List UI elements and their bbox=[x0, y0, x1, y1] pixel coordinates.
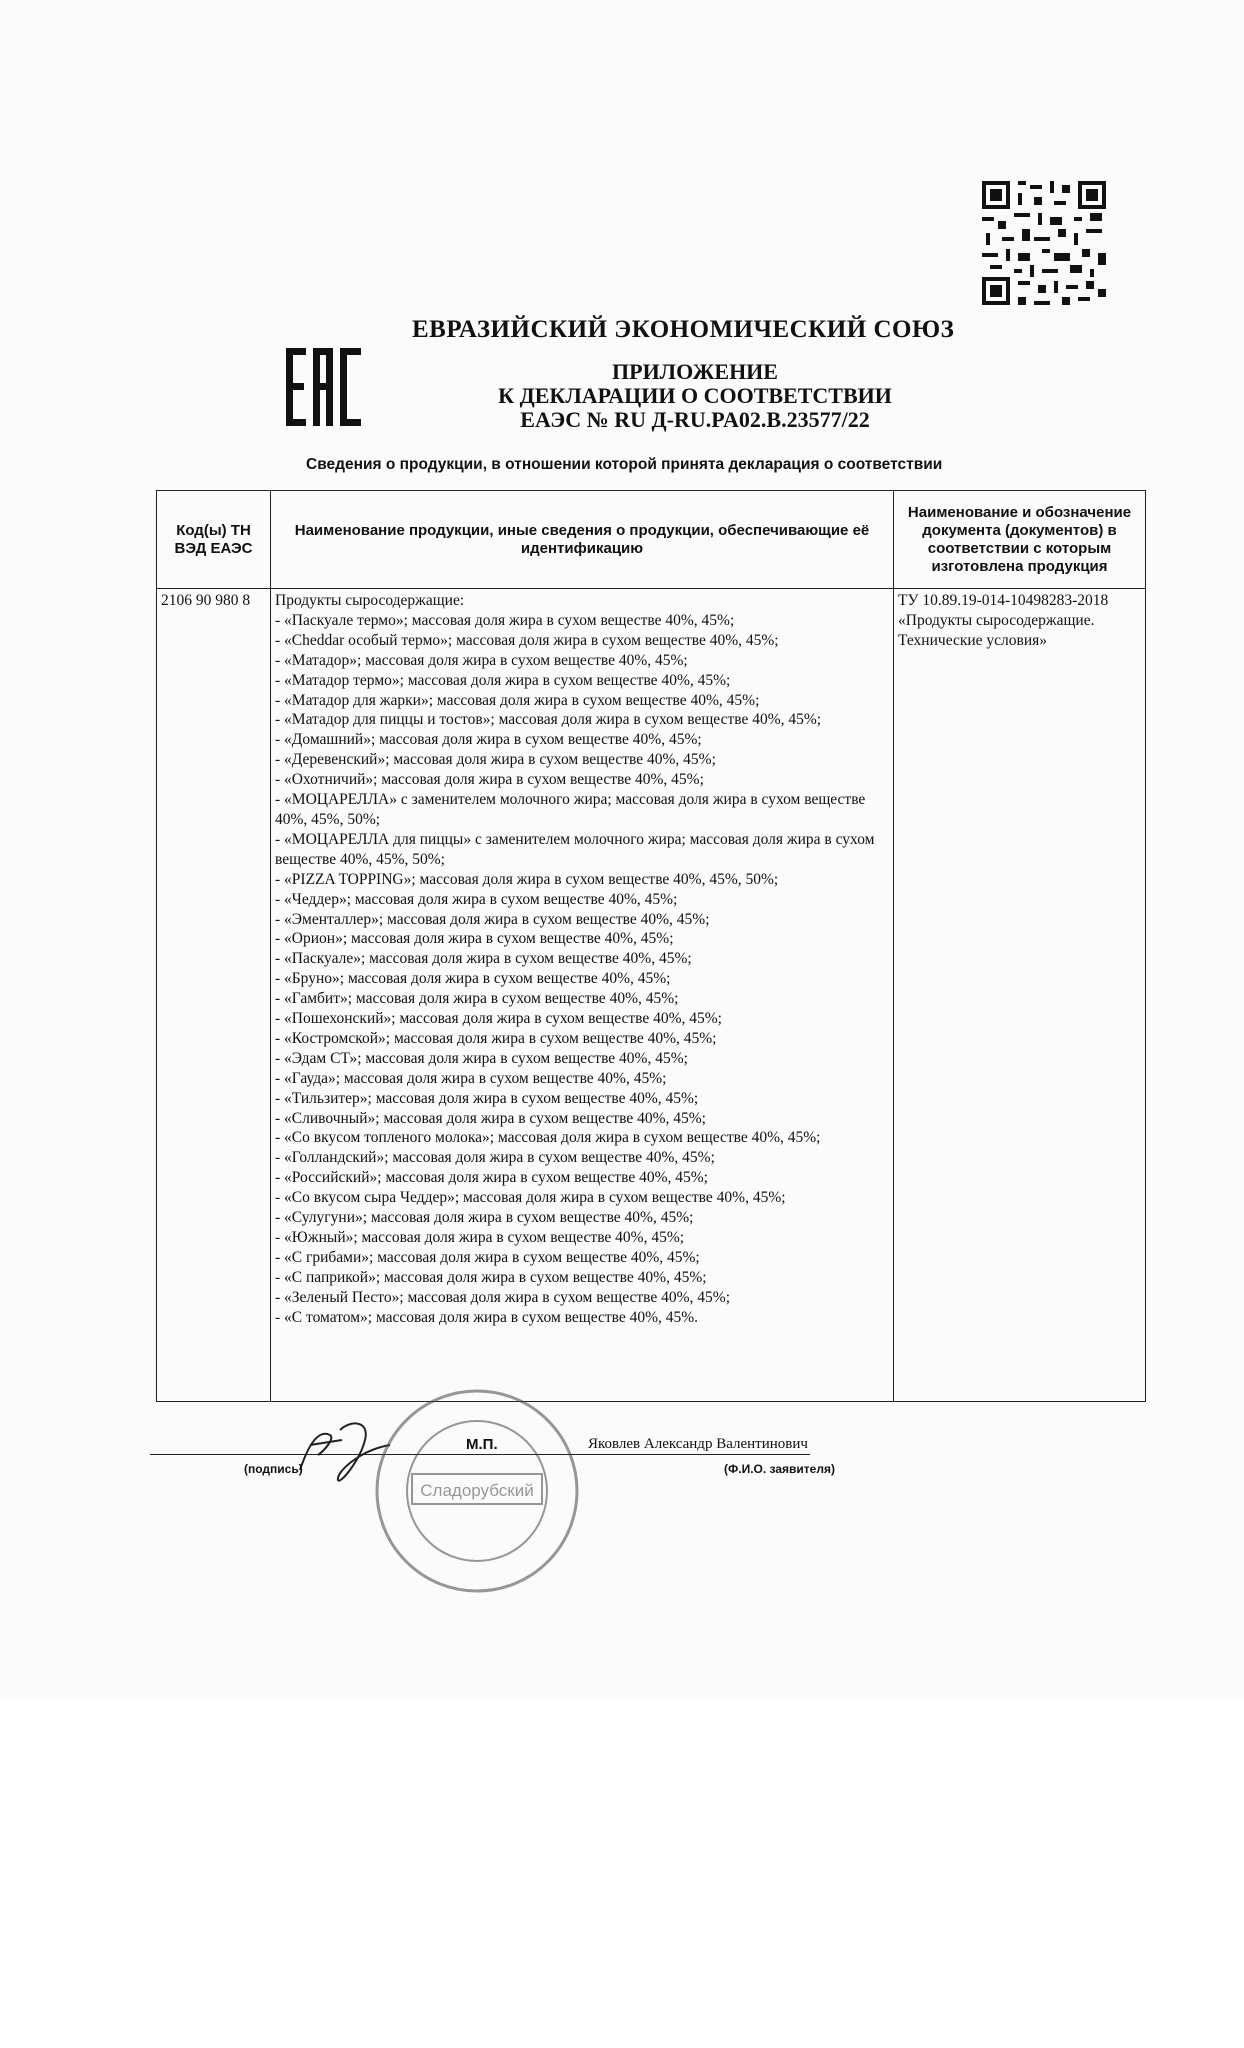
product-item: - «PIZZA TOPPING»; массовая доля жира в сухом веществе 40%, 45%, 50%; bbox=[275, 870, 779, 888]
stamp-center-text: Сладорубский bbox=[420, 1481, 534, 1500]
product-heading: Продукты сыросодержащие: bbox=[275, 592, 465, 609]
product-item: - «Сливочный»; массовая доля жира в сухом веществе 40%, 45%; bbox=[275, 1109, 706, 1127]
product-item: - «Гауда»; массовая доля жира в сухом веществе 40%, 45%; bbox=[275, 1069, 667, 1087]
product-item: - «Чеддер»; массовая доля жира в сухом веществе 40%, 45%; bbox=[275, 890, 678, 908]
product-item: - «Тильзитер»; массовая доля жира в сухом веществе 40%, 45%; bbox=[275, 1089, 699, 1107]
product-item: - «Паскуале»; массовая доля жира в сухом веществе 40%, 45%; bbox=[275, 950, 692, 968]
product-item: - «Эменталлер»; массовая доля жира в сухом веществе 40%, 45%; bbox=[275, 910, 710, 928]
product-item: - «Орион»; массовая доля жира в сухом веществе 40%, 45%; bbox=[275, 930, 674, 948]
product-table bbox=[156, 490, 1146, 1402]
product-item: - «Пошехонский»; массовая доля жира в сухом веществе 40%, 45%; bbox=[275, 1010, 722, 1028]
declaration-number: ЕАЭС № RU Д-RU.PA02.B.23577/22 bbox=[520, 407, 870, 432]
product-item: - «Деревенский»; массовая доля жира в сухом веществе 40%, 45%; bbox=[275, 751, 716, 769]
header-code: Код(ы) ТН ВЭД ЕАЭС bbox=[157, 491, 271, 589]
annex-title-line: К ДЕКЛАРАЦИИ О СООТВЕТСТВИИ bbox=[498, 383, 892, 408]
tn-ved-code: 2106 90 980 8 bbox=[157, 589, 271, 1402]
product-item: - «С томатом»; массовая доля жира в сухом веществе 40%, 45%. bbox=[275, 1308, 699, 1326]
header-document: Наименование и обозначение документа (документов) в соответствии с которым изготовлена продукция bbox=[894, 491, 1146, 589]
company-stamp bbox=[372, 1386, 582, 1596]
product-item: - «Костромской»; массовая доля жира в сухом веществе 40%, 45%; bbox=[275, 1029, 717, 1047]
seal-place-label: М.П. bbox=[466, 1436, 498, 1453]
table-row bbox=[157, 589, 1146, 1402]
product-item: - «Матадор термо»; массовая доля жира в сухом веществе 40%, 45%; bbox=[275, 671, 731, 689]
product-item: - «МОЦАРЕЛЛА для пиццы» с заменителем молочного жира; массовая доля жира в сухом веществе 40%, 45%, 50%; bbox=[275, 830, 875, 868]
product-item: - «С грибами»; массовая доля жира в сухом веществе 40%, 45%; bbox=[275, 1248, 700, 1266]
annex-title-line: ПРИЛОЖЕНИЕ bbox=[612, 359, 778, 384]
header-product: Наименование продукции, иные сведения о продукции, обеспечивающие её идентификацию bbox=[271, 491, 894, 589]
product-item: - «Голландский»; массовая доля жира в сухом веществе 40%, 45%; bbox=[275, 1149, 715, 1167]
applicant-label: (Ф.И.О. заявителя) bbox=[724, 1462, 835, 1476]
standard-document: ТУ 10.89.19-014-10498283-2018 «Продукты сыросодержащие. Технические условия» bbox=[894, 589, 1146, 1402]
product-item: - «Зеленый Песто»; массовая доля жира в сухом веществе 40%, 45%; bbox=[275, 1288, 731, 1306]
annex-title bbox=[470, 360, 920, 432]
table-header-row bbox=[157, 491, 1146, 589]
product-item: - «Матадор для пиццы и тостов»; массовая доля жира в сухом веществе 40%, 45%; bbox=[275, 711, 822, 729]
product-item: - «Со вкусом сыра Чеддер»; массовая доля жира в сухом веществе 40%, 45%; bbox=[275, 1189, 786, 1207]
qr-code-icon bbox=[978, 177, 1110, 309]
product-item: - «Матадор»; массовая доля жира в сухом веществе 40%, 45%; bbox=[275, 651, 688, 669]
union-title: ЕВРАЗИЙСКИЙ ЭКОНОМИЧЕСКИЙ СОЮЗ bbox=[412, 316, 955, 343]
product-items bbox=[275, 611, 889, 1328]
eac-logo bbox=[284, 344, 364, 430]
product-item: - «Гамбит»; массовая доля жира в сухом веществе 40%, 45%; bbox=[275, 990, 679, 1008]
product-item: - «Сулугуни»; массовая доля жира в сухом веществе 40%, 45%; bbox=[275, 1209, 694, 1227]
product-item: - «Домашний»; массовая доля жира в сухом веществе 40%, 45%; bbox=[275, 731, 702, 749]
product-item: - «Эдам СТ»; массовая доля жира в сухом веществе 40%, 45%; bbox=[275, 1049, 688, 1067]
blank-area bbox=[0, 1697, 1244, 2048]
product-list bbox=[271, 589, 894, 1402]
product-item: - «Бруно»; массовая доля жира в сухом веществе 40%, 45%; bbox=[275, 970, 671, 988]
signature-label: (подпись) bbox=[244, 1462, 303, 1476]
product-item: - «МОЦАРЕЛЛА» с заменителем молочного жира; массовая доля жира в сухом веществе 40%, 45%, 50%; bbox=[275, 791, 866, 828]
product-item: - «Паскуале термо»; массовая доля жира в сухом веществе 40%, 45%; bbox=[275, 611, 735, 629]
product-item: - «С паприкой»; массовая доля жира в сухом веществе 40%, 45%; bbox=[275, 1268, 707, 1286]
product-item: - «Охотничий»; массовая доля жира в сухом веществе 40%, 45%; bbox=[275, 771, 704, 789]
product-item: - «Российский»; массовая доля жира в сухом веществе 40%, 45%; bbox=[275, 1169, 708, 1187]
product-item: - «Матадор для жарки»; массовая доля жира в сухом веществе 40%, 45%; bbox=[275, 691, 760, 709]
product-item: - «Южный»; массовая доля жира в сухом веществе 40%, 45%; bbox=[275, 1229, 685, 1246]
product-item: - «Со вкусом топленого молока»; массовая доля жира в сухом веществе 40%, 45%; bbox=[275, 1129, 821, 1147]
subtitle: Сведения о продукции, в отношении которой принята декларация о соответствии bbox=[306, 456, 943, 473]
product-item: - «Cheddar особый термо»; массовая доля жира в сухом веществе 40%, 45%; bbox=[275, 631, 779, 649]
applicant-name: Яковлев Александр Валентинович bbox=[588, 1436, 808, 1452]
